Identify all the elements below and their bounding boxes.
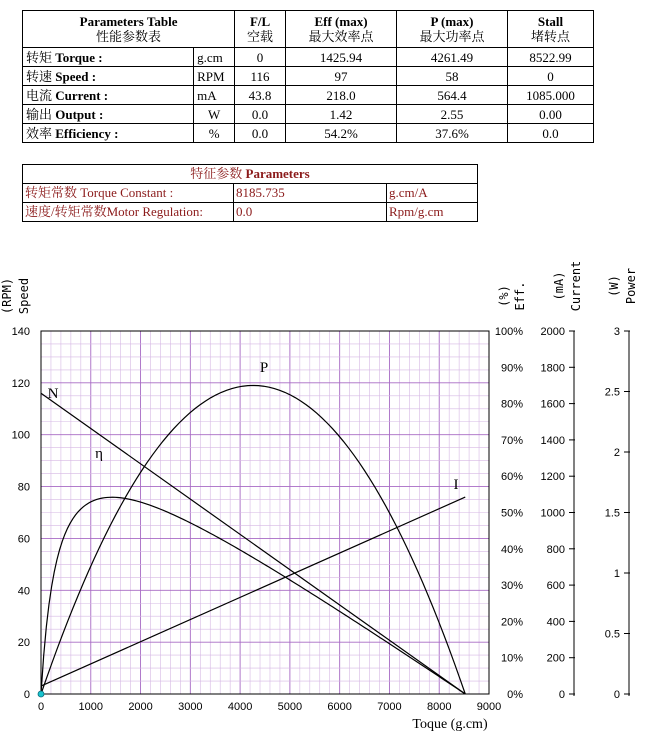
table-cell: 0.0: [235, 105, 286, 124]
origin-marker: [38, 691, 44, 697]
series-line-P: [41, 385, 465, 694]
x-axis-title: Toque (g.cm): [412, 717, 488, 732]
col-header: Eff (max) 最大效率点: [286, 11, 397, 48]
row-label: 转速 Speed :: [23, 67, 194, 86]
series-line-N: [41, 393, 465, 694]
x-tick-label: 9000: [476, 701, 502, 713]
table-cell: 54.2%: [286, 124, 397, 143]
param-table-title: 特征参数 Parameters: [23, 165, 478, 184]
col-header: F/L 空载: [235, 11, 286, 48]
current-tick-label: 1000: [540, 507, 565, 520]
param-value: 0.0: [234, 203, 387, 222]
row-unit: W: [194, 105, 235, 124]
current-tick-label: 400: [546, 616, 565, 629]
row-unit: %: [194, 124, 235, 143]
x-tick-label: 4000: [227, 701, 253, 713]
power-axis-title: Power: [624, 267, 638, 305]
table-cell: 43.8: [235, 86, 286, 105]
table-cell: 0.0: [235, 124, 286, 143]
eff-tick-label: 60%: [500, 471, 523, 484]
table-cell: 218.0: [286, 86, 397, 105]
power-axis-unit: (W): [607, 275, 621, 297]
table-cell: 4261.49: [397, 48, 508, 67]
x-tick-label: 1000: [78, 701, 104, 713]
current-tick-label: 600: [546, 580, 565, 593]
power-tick-label: 2: [613, 447, 620, 459]
power-tick-label: 2.5: [604, 386, 620, 399]
power-tick-label: 1.5: [604, 507, 620, 520]
speed-tick-label: 0: [23, 689, 30, 701]
series-line-eff: [41, 497, 465, 694]
eff-tick-label: 10%: [500, 652, 523, 665]
eff-tick-label: 90%: [500, 362, 523, 375]
x-tick-label: 5000: [277, 701, 303, 713]
row-label: 转矩 Torque :: [23, 48, 194, 67]
col-header: Stall 堵转点: [508, 11, 594, 48]
eff-axis-unit: (%): [497, 285, 511, 307]
eff-axis-title: Eff.: [513, 281, 527, 311]
x-tick-label: 8000: [426, 701, 452, 713]
power-tick-label: 3: [613, 326, 620, 338]
table-title-cn: 性能参数表: [96, 29, 162, 44]
current-axis-title: Current: [569, 260, 583, 312]
param-label: 转矩常数 Torque Constant :: [23, 184, 234, 203]
param-value: 8185.735: [234, 184, 387, 203]
table-cell: 564.4: [397, 86, 508, 105]
current-tick-label: 1200: [540, 471, 565, 484]
speed-tick-label: 40: [17, 585, 30, 598]
current-tick-label: 1400: [540, 434, 565, 447]
table-title: Parameters Table: [79, 14, 178, 29]
eff-tick-label: 100%: [494, 326, 523, 338]
speed-tick-label: 120: [11, 377, 30, 390]
row-label: 输出 Output :: [23, 105, 194, 124]
table-cell: 8522.99: [508, 48, 594, 67]
eff-tick-label: 80%: [500, 398, 523, 411]
eff-tick-label: 50%: [500, 507, 523, 520]
current-tick-label: 2000: [540, 326, 565, 338]
table-cell: 97: [286, 67, 397, 86]
power-tick-label: 0.5: [604, 628, 620, 641]
table-cell: 58: [397, 67, 508, 86]
eff-tick-label: 20%: [500, 616, 523, 629]
table-cell: 2.55: [397, 105, 508, 124]
current-tick-label: 0: [558, 689, 565, 701]
table-cell: 1.42: [286, 105, 397, 124]
col-header: P (max) 最大功率点: [397, 11, 508, 48]
series-label-eff: η: [95, 446, 103, 462]
table-cell: 1425.94: [286, 48, 397, 67]
param-unit: g.cm/A: [387, 184, 478, 203]
eff-tick-label: 0%: [507, 689, 523, 701]
speed-tick-label: 100: [11, 429, 30, 442]
power-tick-label: 1: [613, 568, 620, 580]
table-cell: 0.00: [508, 105, 594, 124]
speed-tick-label: 20: [17, 637, 30, 650]
table-cell: 1085.000: [508, 86, 594, 105]
row-label: 效率 Efficiency :: [23, 124, 194, 143]
x-tick-label: 2000: [128, 701, 153, 713]
x-tick-label: 3000: [178, 701, 203, 713]
current-tick-label: 1600: [540, 398, 565, 411]
row-label: 电流 Current :: [23, 86, 194, 105]
x-tick-label: 0: [37, 701, 45, 713]
current-axis-unit: (mA): [552, 271, 566, 301]
eff-tick-label: 30%: [500, 580, 523, 593]
power-tick-label: 0: [613, 689, 620, 701]
table-cell: 0: [508, 67, 594, 86]
series-label-P: P: [259, 360, 269, 376]
row-unit: g.cm: [194, 48, 235, 67]
speed-tick-label: 140: [11, 326, 30, 338]
eff-tick-label: 40%: [500, 543, 523, 556]
table-cell: 0.0: [508, 124, 594, 143]
series-label-I: I: [453, 477, 459, 493]
param-unit: Rpm/g.cm: [387, 203, 478, 222]
grid: [41, 331, 489, 694]
speed-axis-unit: (RPM): [0, 277, 14, 315]
param-label: 速度/转矩常数Motor Regulation:: [23, 203, 234, 222]
table-cell: 0: [235, 48, 286, 67]
speed-tick-label: 60: [17, 533, 30, 546]
current-tick-label: 200: [546, 652, 565, 665]
x-tick-label: 7000: [377, 701, 402, 713]
x-tick-label: 6000: [327, 701, 352, 713]
row-unit: RPM: [194, 67, 235, 86]
table-cell: 37.6%: [397, 124, 508, 143]
current-tick-label: 1800: [540, 362, 565, 375]
eff-tick-label: 70%: [500, 434, 523, 447]
row-unit: mA: [194, 86, 235, 105]
table-cell: 116: [235, 67, 286, 86]
speed-axis-title: Speed: [17, 277, 31, 315]
current-tick-label: 800: [546, 543, 565, 556]
speed-tick-label: 80: [17, 481, 30, 494]
series-label-N: N: [47, 386, 59, 402]
